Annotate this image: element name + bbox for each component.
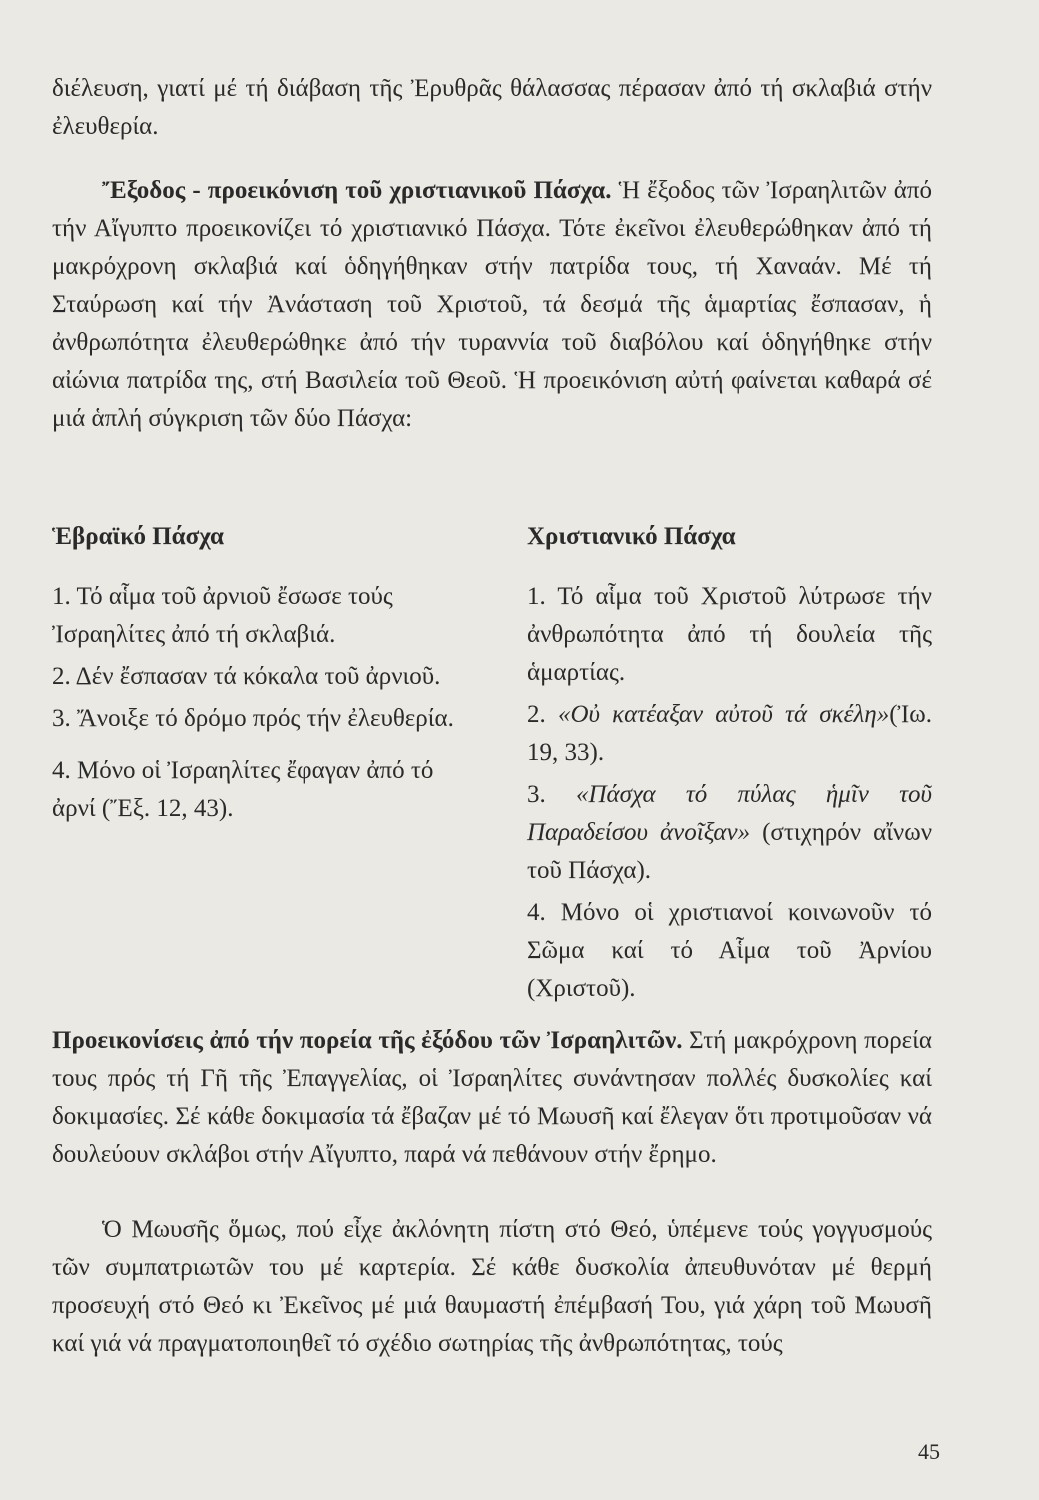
section-heading-exodus: Ἔξοδος - προεικόνιση τοῦ χριστιανικοῦ Πάσχα.	[102, 177, 612, 204]
page-number: 45	[918, 1439, 940, 1464]
paragraph-prefigurations	[52, 1022, 932, 1174]
column-christian-pascha	[527, 518, 932, 1012]
paragraph-moses: Ὁ Μωυσῆς ὅμως, πού εἶχε ἀκλόνητη πίστη στό Θεό, ὑπέμενε τούς γογγυσμούς τῶν συμπατριωτῶν του μέ καρτερία. Σέ κάθε δυσκολία ἀπευθυνόταν μέ θερμή προσευχή στό Θεό κι Ἐκεῖνος μέ μιά θαυμαστή ἐπέμβασή Του, γιά χάρη τοῦ Μωυσῆ καί γιά νά πραγματοποιηθεῖ τό σχέδιο σωτηρίας τῆς ἀνθρωπότητας, τούς	[52, 1216, 932, 1357]
section-text-prefigurations: Στή μακρόχρονη πορεία τους πρός τή Γῆ τῆς Ἐπαγγελίας, οἱ Ἰσραηλίτες συνάντησαν πολλές δυσκολίες καί δοκιμασίες. Σέ κάθε δοκιμασία τά ἔβαζαν μέ τό Μωυσῆ καί ἔλεγαν ὅτι προτιμοῦσαν νά δουλεύουν σκλάβοι στήν Αἴγυπτο, παρά νά πεθάνουν στήν ἔρημο.	[52, 1027, 932, 1168]
comparison-item: 2. «Οὐ κατέαξαν αὐτοῦ τά σκέλη»(Ἰω. 19, 33).	[527, 701, 932, 766]
column-hebrew-pascha	[52, 518, 477, 1012]
section-text-exodus: Ἡ ἔξοδος τῶν Ἰσραηλιτῶν ἀπό τήν Αἴγυπτο προεικονίζει τό χριστιανικό Πάσχα. Τότε ἐκεῖνοι ἐλευθερώθηκαν ἀπό τή μακρόχρονη σκλαβιά καί ὁδηγήθηκαν στήν πατρίδα τους, τή Χαναάν. Μέ τή Σταύρωση καί τήν Ἀνάσταση τοῦ Χριστοῦ, τά δεσμά τῆς ἁμαρτίας ἔσπασαν, ἡ ἀνθρωπότητα ἐλευθερώθηκε ἀπό τήν τυραννία τοῦ διαβόλου καί ὁδηγήθηκε στήν αἰώνια πατρίδα της, στή Βασιλεία τοῦ Θεοῦ. Ἡ προεικόνιση αὐτή φαίνεται καθαρά σέ μιά ἁπλή σύγκριση τῶν δύο Πάσχα:	[52, 177, 933, 432]
paragraph-intro: διέλευση, γιατί μέ τή διάβαση τῆς Ἐρυθρᾶς θάλασσας πέρασαν ἀπό τή σκλαβιά στήν ἐλευθερία.	[52, 75, 932, 140]
column-title-christian: Χριστιανικό Πάσχα	[527, 523, 736, 550]
comparison-item: 3. «Πάσχα τό πύλας ἡμῖν τοῦ Παραδείσου ἀνοῖξαν» (στιχηρόν αἴνων τοῦ Πάσχα).	[527, 781, 933, 884]
column-title-hebrew: Ἑβραϊκό Πάσχα	[52, 523, 224, 550]
comparison-item: 3. Ἄνοιξε τό δρόμο πρός τήν ἐλευθερία.	[52, 705, 454, 732]
comparison-item: 1. Τό αἷμα τοῦ Χριστοῦ λύτρωσε τήν ἀνθρωπότητα ἀπό τή δουλεία τῆς ἁμαρτίας.	[527, 583, 932, 686]
section-heading-prefigurations: Προεικονίσεις ἀπό τήν πορεία τῆς ἐξόδου τῶν Ἰσραηλιτῶν.	[52, 1027, 683, 1054]
comparison-item: 1. Τό αἷμα τοῦ ἀρνιοῦ ἔσωσε τούς Ἰσραηλίτες ἀπό τή σκλαβιά.	[52, 583, 393, 648]
comparison-item: 4. Μόνο οἱ χριστιανοί κοινωνοῦν τό Σῶμα καί τό Αἷμα τοῦ Ἀρνίου (Χριστοῦ).	[527, 899, 932, 1002]
comparison-item: 2. Δέν ἔσπασαν τά κόκαλα τοῦ ἀρνιοῦ.	[52, 663, 441, 690]
paragraph-exodus	[52, 172, 932, 438]
hymn-quote: «Πάσχα τό πύλας ἡμῖν τοῦ Παραδείσου ἀνοῖξαν»	[527, 781, 933, 846]
comparison-columns	[52, 518, 932, 1012]
scripture-quote: «Οὐ κατέαξαν αὐτοῦ τά σκέλη»	[557, 701, 890, 728]
comparison-item: 4. Μόνο οἱ Ἰσραηλίτες ἔφαγαν ἀπό τό ἀρνί (Ἔξ. 12, 43).	[52, 757, 434, 822]
